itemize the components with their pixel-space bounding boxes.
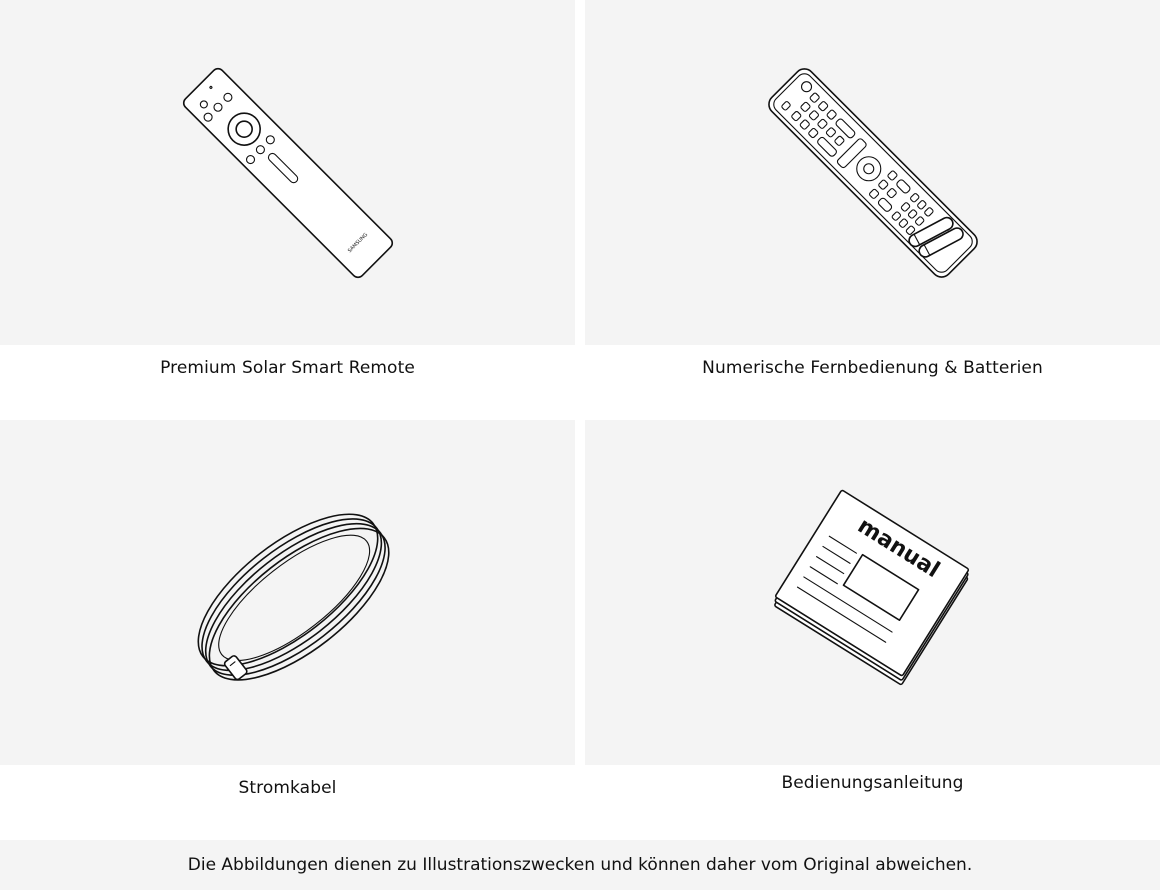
premium-solar-smart-remote-caption: Premium Solar Smart Remote <box>160 358 415 378</box>
user-manual-image <box>585 420 1160 765</box>
user-manual-caption: Bedienungsanleitung <box>781 773 964 793</box>
user-manual-tile <box>585 420 1160 765</box>
manual-cover-text: manual <box>853 513 944 584</box>
numeric-remote-tile <box>585 0 1160 345</box>
disclaimer-text: Die Abbildungen dienen zu Illustrationszwecken und können daher vom Original abweichen. <box>187 855 973 875</box>
premium-solar-smart-remote-tile <box>0 0 575 345</box>
numeric-remote-caption: Numerische Fernbedienung & Batterien <box>702 358 1043 378</box>
numeric-remote-and-batteries-image <box>585 0 1160 345</box>
disclaimer-bar <box>0 840 1160 890</box>
premium-solar-smart-remote-image <box>0 0 575 345</box>
power-cable-image <box>0 420 575 765</box>
power-cable-caption: Stromkabel <box>238 778 337 798</box>
remote-brand-text: SAMSUNG <box>346 231 370 255</box>
power-cable-tile <box>0 420 575 765</box>
